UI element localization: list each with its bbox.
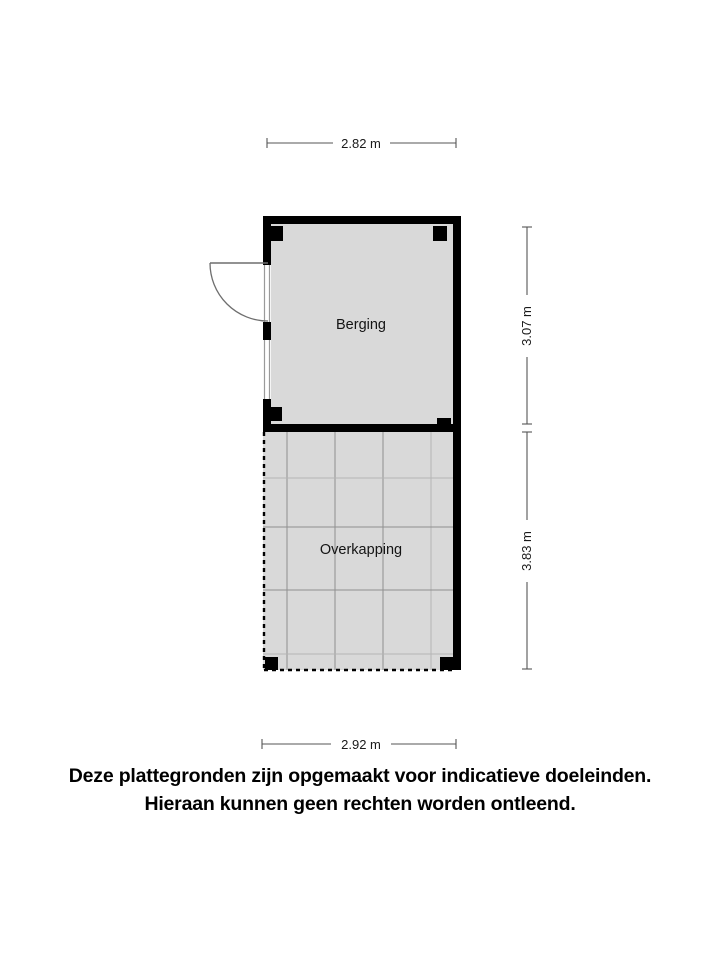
left-wall-opening: [263, 262, 271, 402]
disclaimer-line-2: Hieraan kunnen geen rechten worden ontleend.: [144, 793, 576, 815]
pillar-berging-bottom-left: [269, 407, 282, 421]
disclaimer-footer: [0, 762, 720, 818]
pillar-overkapping-bottom-right: [440, 657, 453, 670]
berging-entry-door[interactable]: [210, 263, 268, 321]
pillar-berging-bottom-right: [437, 418, 451, 428]
door-swing-arc: [210, 263, 268, 321]
room-fills: [263, 224, 456, 670]
dimension-label-bottom-width: 2.92 m: [341, 737, 381, 752]
dimension-label-right-upper: 3.07 m: [519, 306, 534, 346]
dimension-label-right-lower: 3.83 m: [519, 531, 534, 571]
pillar-berging-top-right: [433, 226, 447, 241]
door-jamb-mid: [263, 322, 271, 340]
room-label-overkapping: Overkapping: [319, 542, 403, 558]
wall-top: [263, 216, 461, 224]
disclaimer-line-1: Deze plattegronden zijn opgemaakt voor indicatieve doeleinden.: [68, 765, 652, 787]
pillar-berging-top-left: [269, 226, 283, 241]
door-jamb-bottom: [263, 399, 271, 402]
dimension-label-top-width: 2.82 m: [341, 136, 381, 151]
pillar-overkapping-bottom-left: [265, 657, 278, 670]
room-label-berging: Berging: [336, 317, 386, 333]
wall-divider: [263, 424, 461, 432]
wall-right: [453, 216, 461, 670]
